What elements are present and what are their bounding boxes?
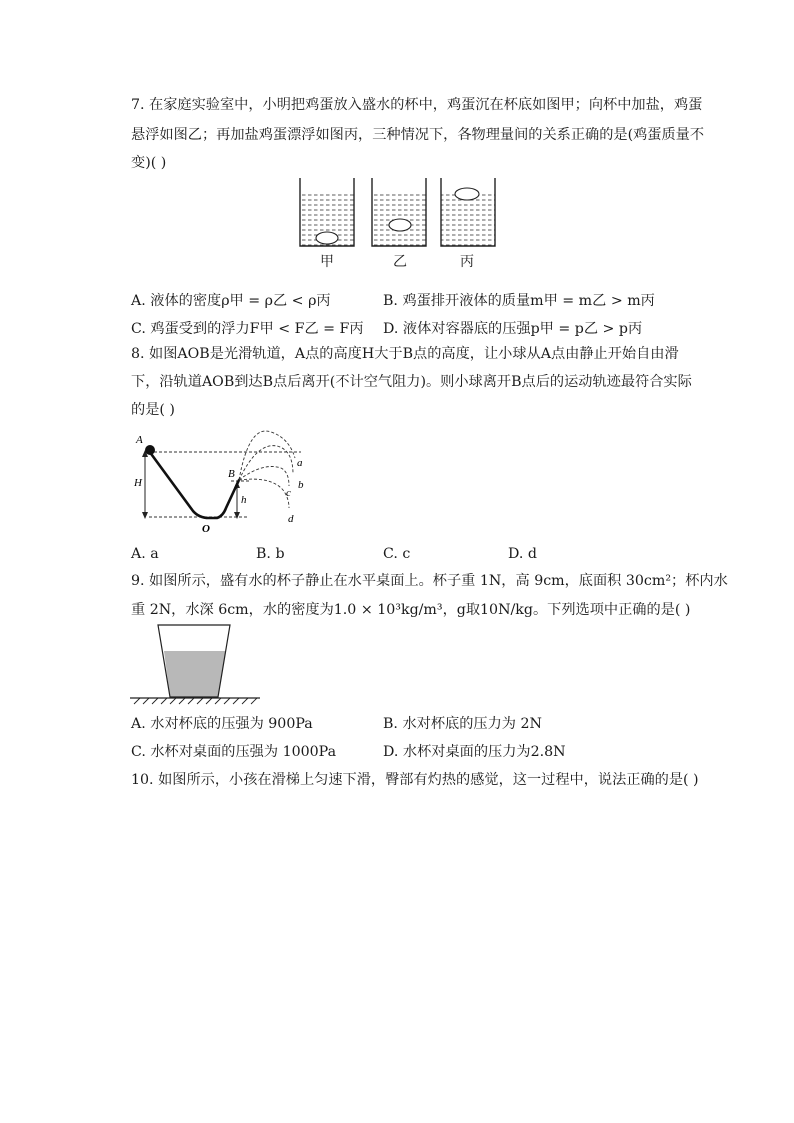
q8-track-figure [131,428,316,540]
q8-text-line-3: 的是( ) [131,402,175,418]
q7-option-c[interactable]: C. 鸡蛋受到的浮力F甲 < F乙 = F丙 [131,321,364,337]
q9-option-b[interactable]: B. 水对杯底的压力为 2N [383,716,542,732]
q9-text-line-1: 9. 如图所示，盛有水的杯子静止在水平桌面上。杯子重 1N，高 9cm，底面积 30cm²；杯内水 [131,573,728,589]
label-A: A [136,434,143,446]
q8-option-b[interactable]: B. b [256,546,285,562]
label-c: c [286,487,291,499]
q8-option-d[interactable]: D. d [508,546,537,562]
fig-label-bing: 丙 [460,254,474,270]
fig-label-jia: 甲 [320,254,334,270]
label-h: h [241,494,247,506]
egg-yi [389,219,411,231]
q9-text-line-2: 重 2N，水深 6cm，水的密度为1.0 × 10³kg/m³，g取10N/kg。下列选项中正确的是( ) [131,602,691,618]
q10-text-line-1: 10. 如图所示，小孩在滑梯上匀速下滑，臀部有灼热的感觉，这一过程中，说法正确的是( ) [131,772,699,788]
label-H: H [134,477,142,489]
q9-option-c[interactable]: C. 水杯对桌面的压强为 1000Pa [131,744,337,760]
cup-yi [372,178,426,246]
ball [145,445,155,455]
cup-jia [300,178,354,246]
cup-bing [441,178,495,246]
label-O: O [202,523,210,535]
q9-option-d[interactable]: D. 水杯对桌面的压力为2.8N [383,744,566,760]
q8-text-line-2: 下，沿轨道AOB到达B点后离开(不计空气阻力)。则小球离开B点后的运动轨迹最符合实际 [131,374,692,390]
q7-text-line-3: 变)( ) [131,155,167,171]
q9-option-a[interactable]: A. 水对杯底的压强为 900Pa [131,716,313,732]
q7-option-b[interactable]: B. 鸡蛋排开液体的质量m甲 = m乙 > m丙 [383,293,655,309]
q7-text-line-2: 悬浮如图乙；再加盐鸡蛋漂浮如图丙，三种情况下，各物理量间的关系正确的是(鸡蛋质量不 [131,127,705,143]
q7-option-a[interactable]: A. 液体的密度ρ甲 = ρ乙 < ρ丙 [131,293,331,309]
label-a: a [297,457,303,469]
label-b: b [298,479,304,491]
egg-jia [316,232,338,244]
q8-text-line-1: 8. 如图AOB是光滑轨道，A点的高度H大于B点的高度，让小球从A点由静止开始自由滑 [131,346,679,362]
q9-cup-figure [128,624,262,710]
fig-label-yi: 乙 [393,254,407,270]
q8-option-a[interactable]: A. a [131,546,159,562]
q8-option-c[interactable]: C. c [383,546,411,562]
egg-bing [455,188,479,200]
label-d: d [288,513,294,525]
q7-text-line-1: 7. 在家庭实验室中，小明把鸡蛋放入盛水的杯中，鸡蛋沉在杯底如图甲；向杯中加盐，鸡蛋 [131,97,703,113]
q7-option-d[interactable]: D. 液体对容器底的压强p甲 = p乙 > p丙 [383,321,643,337]
label-B: B [228,468,235,480]
